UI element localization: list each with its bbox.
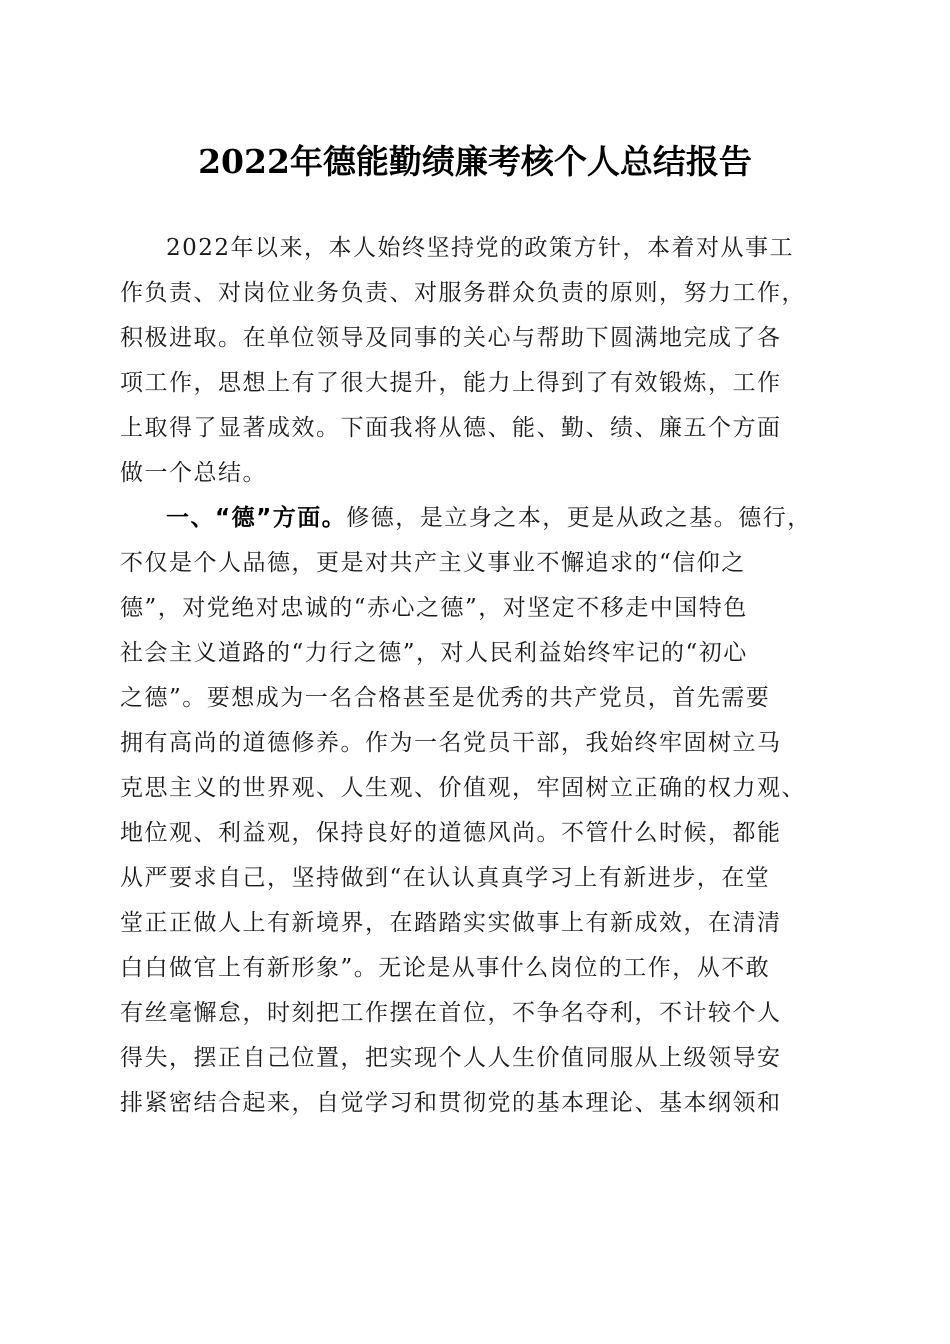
text-line: 德”，对党绝对忠诚的“赤心之德”，对坚定不移走中国特色 [120,595,748,621]
paragraph-intro [120,226,840,496]
section-heading: 一、“德”方面。 [166,505,347,531]
text-line: 之德”。要想成为一名合格甚至是优秀的共产党员，首先需要 [120,685,771,711]
text-line: 积极进取。在单位领导及同事的关心与帮助下圆满地完成了各 [120,325,782,351]
text-line: 做一个总结。 [120,460,267,486]
text-line: 得失，摆正自己位置，把实现个人人生价值同服从上级领导安 [120,1045,782,1071]
text-line: 堂正正做人上有新境界，在踏踏实实做事上有新成效，在清清 [120,910,782,936]
text-line: 克思主义的世界观、人生观、价值观，牢固树立正确的权力观、 [120,775,806,801]
document-body [120,226,840,1126]
text-line: 地位观、利益观，保持良好的道德风尚。不管什么时候，都能 [120,820,782,846]
paragraph-virtue [120,496,840,1126]
text-line: 2022年以来，本人始终坚持党的政策方针，本着对从事工 [166,235,795,261]
text-line: 有丝毫懈怠，时刻把工作摆在首位，不争名夺利，不计较个人 [120,1000,782,1026]
text-line: 上取得了显著成效。下面我将从德、能、勤、绩、廉五个方面 [120,415,782,441]
text-line: 项工作，思想上有了很大提升，能力上得到了有效锻炼，工作 [120,370,782,396]
text-line-with-heading [120,496,840,541]
text-line: 作负责、对岗位业务负责、对服务群众负责的原则，努力工作， [120,280,806,306]
text-line: 排紧密结合起来，自觉学习和贯彻党的基本理论、基本纲领和 [120,1090,782,1116]
document-title: 2022年德能勤绩廉考核个人总结报告 [198,142,752,181]
text-line: 拥有高尚的道德修养。作为一名党员干部，我始终牢固树立马 [120,730,782,756]
text-line: 白白做官上有新形象”。无论是从事什么岗位的工作，从不敢 [120,955,771,981]
text-line: 社会主义道路的“力行之德”，对人民利益始终牢记的“初心 [120,640,748,666]
text-line: 修德，是立身之本，更是从政之基。德行， [346,505,812,531]
text-line: 不仅是个人品德，更是对共产主义事业不懈追求的“信仰之 [120,550,746,576]
text-line: 从严要求自己，坚持做到“在认认真真学习上有新进步，在堂 [120,865,771,891]
